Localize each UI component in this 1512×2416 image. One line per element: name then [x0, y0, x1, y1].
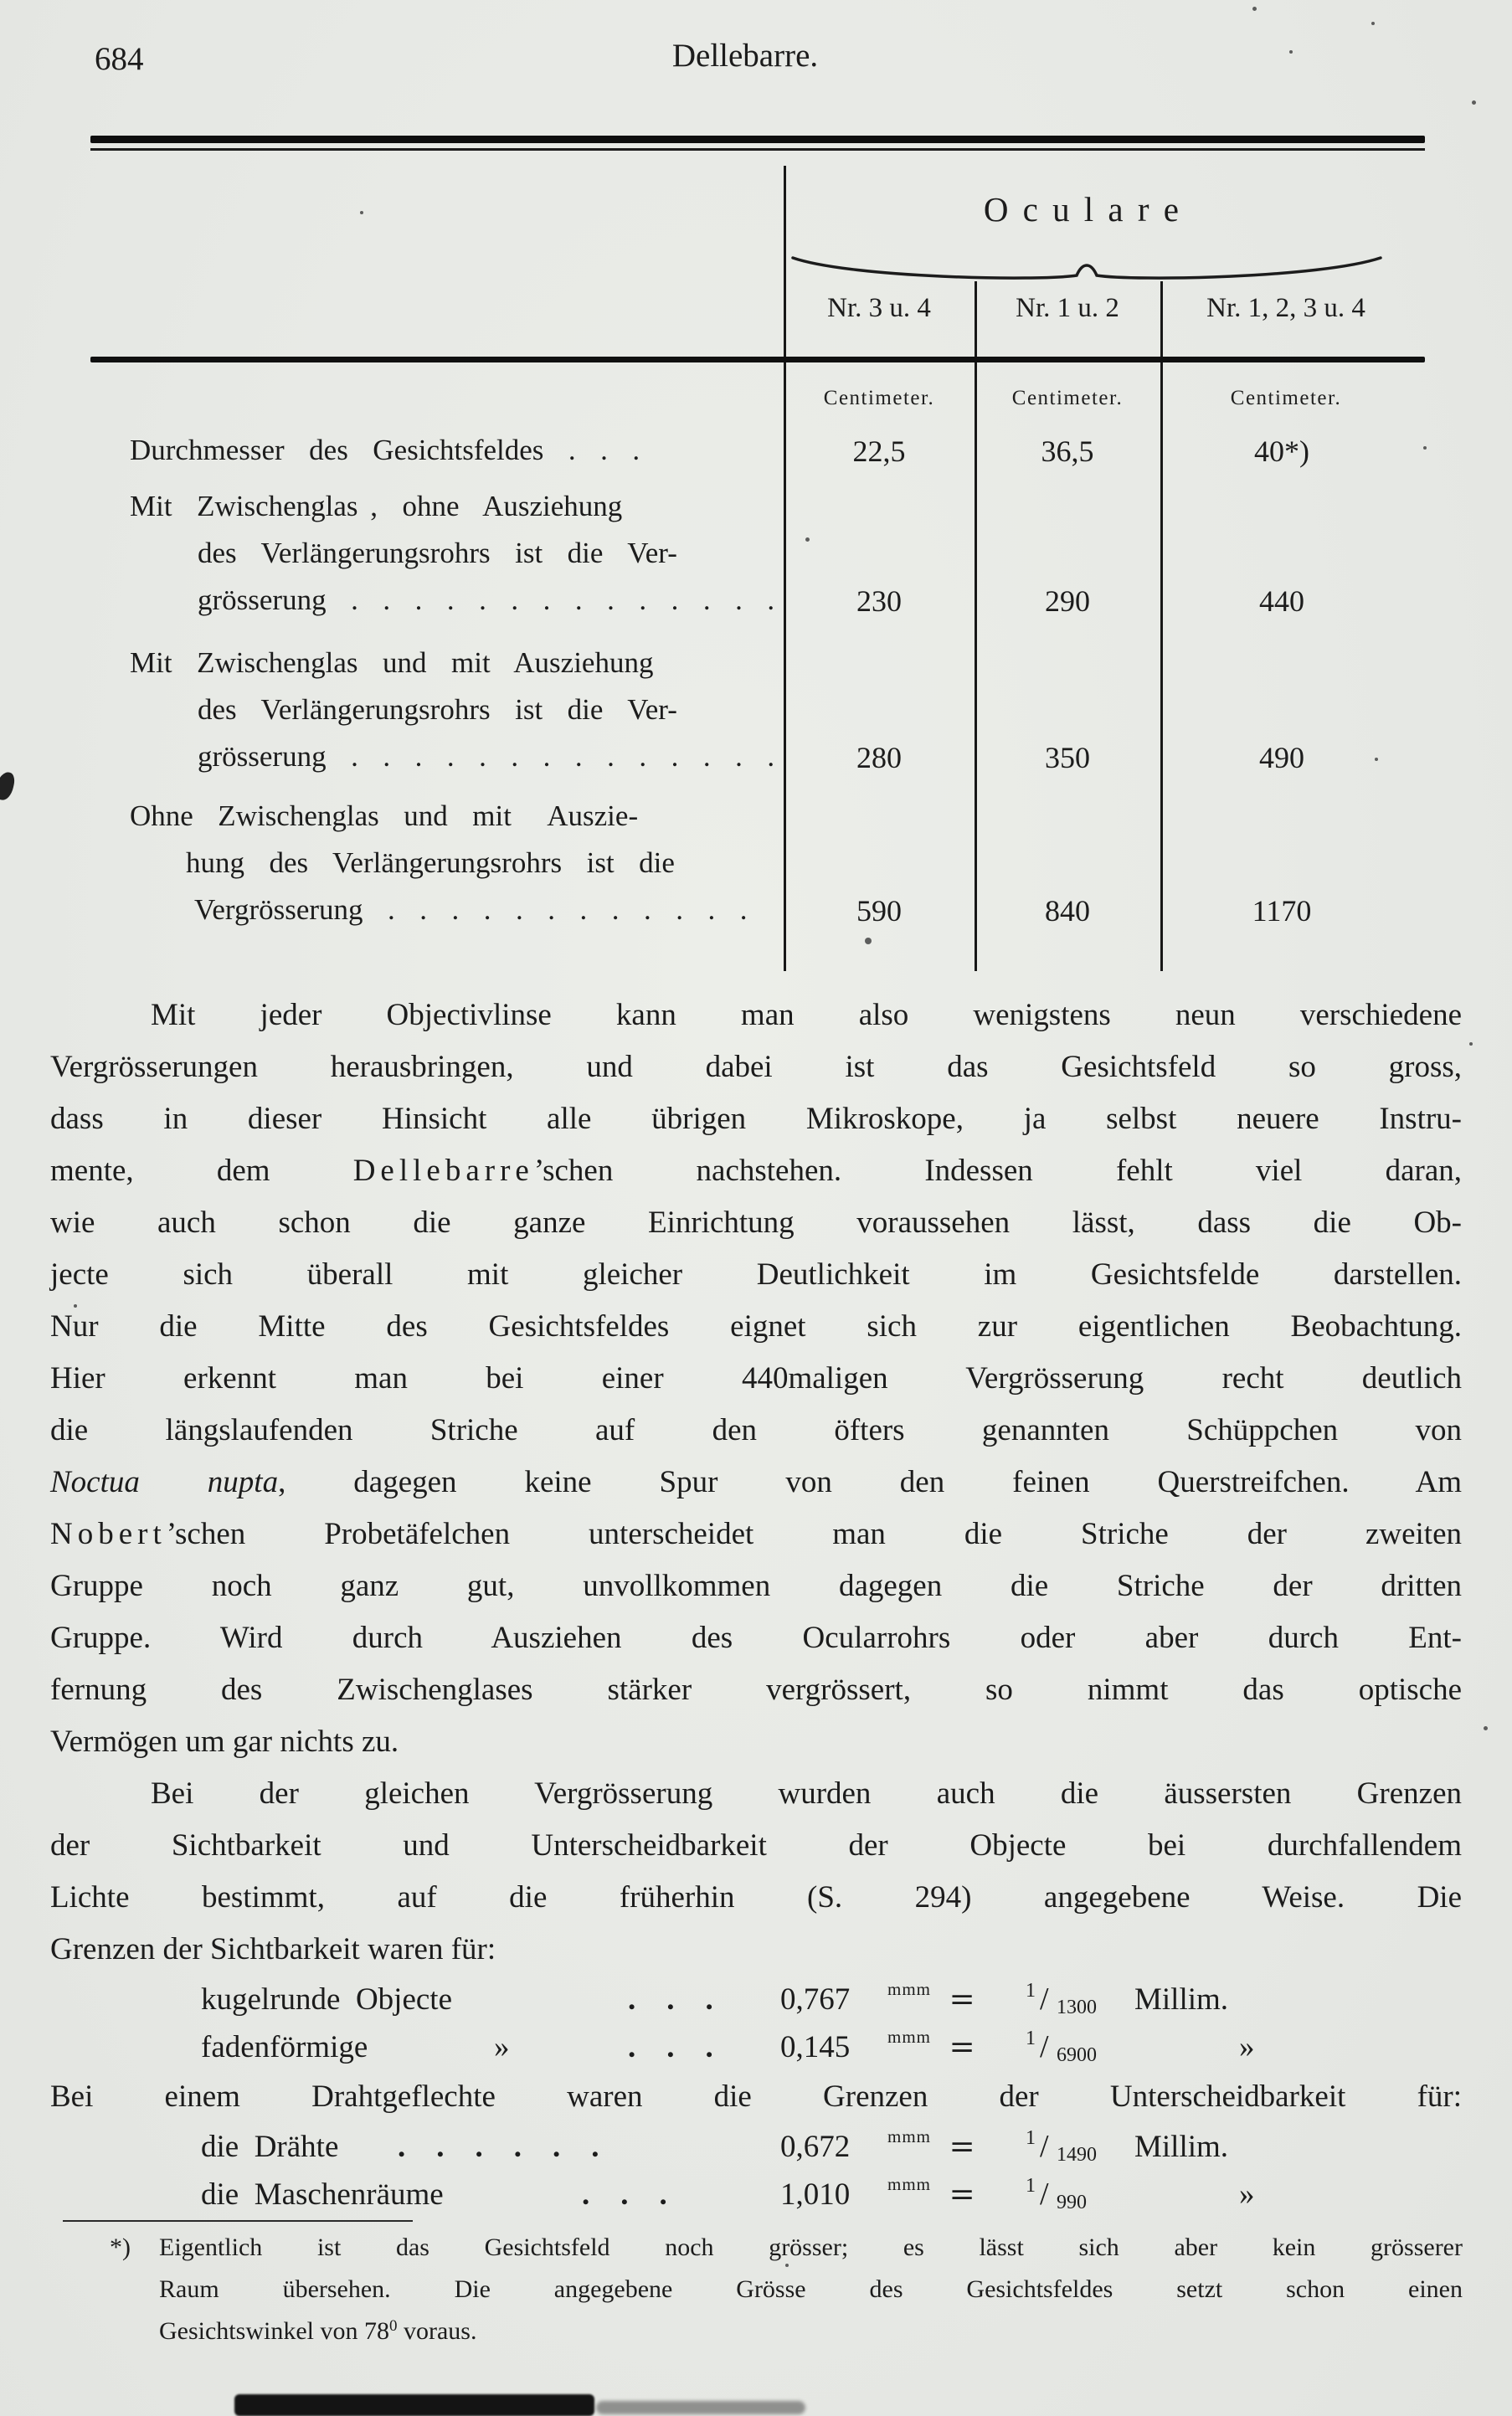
table-row-label: hung des Verlängerungsrohrs ist die [186, 846, 675, 879]
scan-speck [1423, 446, 1427, 450]
body-line: fernung des Zwischenglases stärker vergrössert, so nimmt das optische [50, 1673, 1462, 1707]
fraction-denominator: 990 [1057, 2192, 1087, 2213]
equals-sign: = [950, 2028, 975, 2066]
measure-unit-superscript: mmm [887, 2126, 932, 2146]
page-number: 684 [95, 41, 144, 77]
body-line: jecte sich überall mit gleicher Deutlichkeit im Gesichtsfelde darstellen. [50, 1257, 1462, 1292]
body-line-part: ’schen nachstehen. Indessen fehlt viel daran, [533, 1154, 1462, 1188]
body-line-part: ’schen Probetäfelchen unterscheidet man die Striche der zweiten [166, 1517, 1462, 1551]
dot-leader: . . . . . . [398, 2130, 599, 2164]
footnote-separator [63, 2220, 413, 2222]
table-row-label: Ohne Zwischenglas und mit Auszie- [130, 799, 639, 832]
brace-icon [789, 249, 1385, 286]
body-line: Lichte bestimmt, auf die früherhin (S. 294) angegebene Weise. Die [50, 1880, 1462, 1915]
table-row-label: grösserung . . . . . . . . . . . . . . [198, 583, 775, 616]
body-line: Grenzen der Sichtbarkeit waren für: [50, 1932, 496, 1966]
table-cell: 290 [1045, 584, 1090, 618]
body-line: Bei einem Drahtgeflechte waren die Grenzen der Unterscheidbarkeit für: [50, 2079, 1462, 2114]
body-line: Nur die Mitte des Gesichtsfeldes eignet sich zur eigentlichen Beobachtung. [50, 1309, 1462, 1344]
column-header-2: Nr. 1 u. 2 [1016, 293, 1119, 323]
scan-speck [1472, 100, 1476, 105]
table-cell: 440 [1259, 584, 1304, 618]
footnote-line-part: voraus. [397, 2317, 477, 2345]
scan-speck [360, 211, 363, 214]
ditto-unit-mark: » [1239, 2030, 1255, 2064]
unit-label-1: Centimeter. [823, 387, 935, 409]
equals-sign: = [950, 1981, 975, 2018]
dot-leader: . . . [628, 1982, 713, 2017]
body-line: dass in dieser Hinsicht alle übrigen Mikroskope, ja selbst neuere Instru- [50, 1102, 1462, 1136]
fraction-denominator: 6900 [1057, 2044, 1097, 2066]
scan-speck [1375, 758, 1378, 761]
measurement-line [50, 2023, 1462, 2071]
table-row-label: des Verlängerungsrohrs ist die Ver- [198, 537, 677, 569]
running-header: Dellebarre. [671, 38, 819, 74]
fraction-denominator: 1490 [1057, 2144, 1097, 2166]
dot-leader: . . . [582, 2177, 667, 2212]
table-cell: 490 [1259, 741, 1304, 774]
measure-unit: Millim. [1134, 2130, 1229, 2164]
body-line-part: , dagegen keine Spur von den feinen Querstreifchen. Am [278, 1465, 1462, 1499]
measure-unit-superscript: mmm [887, 2027, 932, 2047]
margin-ink-mark [0, 770, 16, 801]
scan-speck [1469, 1042, 1473, 1046]
footnote-line: Eigentlich ist das Gesichtsfeld noch grösser; es lässt sich aber kein grösserer [159, 2234, 1463, 2261]
table-cell: 840 [1045, 894, 1090, 928]
body-text [50, 990, 1462, 2218]
column-header-1: Nr. 3 u. 4 [827, 293, 931, 323]
table-row-label: grösserung . . . . . . . . . . . . . . [198, 740, 775, 773]
measure-label: die Drähte [201, 2130, 339, 2164]
table-row-label: Durchmesser des Gesichtsfeldes . . . [130, 434, 640, 466]
equals-sign: = [950, 2176, 975, 2213]
footnote-line: Raum übersehen. Die angegebene Grösse des Gesichtsfeldes setzt schon einen [159, 2275, 1463, 2303]
scan-speck [1371, 22, 1375, 25]
header-rule-thin [90, 148, 1425, 151]
table-divider-right [1160, 281, 1163, 971]
measure-value: 0,767 [780, 1982, 851, 2017]
fraction-slash: / [1040, 2029, 1049, 2064]
fraction-numerator: 1 [1026, 2175, 1036, 2197]
footnote-line-part: Gesichtswinkel von 78 [159, 2317, 389, 2345]
fraction-numerator: 1 [1026, 2028, 1036, 2049]
table-row-label: Vergrösserung . . . . . . . . . . . . [194, 893, 748, 926]
measure-value: 1,010 [780, 2177, 851, 2212]
body-line: der Sichtbarkeit und Unterscheidbarkeit der Objecte bei durchfallendem [50, 1828, 1462, 1863]
scan-speck [1484, 1726, 1488, 1730]
scan-speck [785, 2264, 789, 2267]
body-line: Hier erkennt man bei einer 440maligen Vergrösserung recht deutlich [50, 1361, 1462, 1396]
ditto-unit-mark: » [1239, 2177, 1255, 2212]
bottom-cutoff-smudge [234, 2394, 594, 2416]
body-line: wie auch schon die ganze Einrichtung voraussehen lässt, dass die Ob- [50, 1205, 1462, 1240]
fraction-slash: / [1040, 1982, 1049, 2017]
body-line [50, 1457, 1462, 1509]
body-line: die längslaufenden Striche auf den öfters genannten Schüppchen von [50, 1413, 1462, 1447]
degree-superscript: 0 [388, 2317, 398, 2335]
table-cell: 1170 [1252, 894, 1312, 928]
table-cell: 280 [856, 741, 902, 774]
table-cell: 36,5 [1041, 434, 1094, 468]
table-divider-mid [975, 281, 977, 971]
fraction-slash: / [1040, 2129, 1049, 2164]
unit-label-2: Centimeter. [1011, 387, 1124, 409]
measure-unit-superscript: mmm [887, 2174, 932, 2194]
species-name-italic: Noctua nupta [50, 1465, 279, 1499]
table-cell: 22,5 [852, 434, 906, 468]
bottom-cutoff-smudge-light [596, 2401, 805, 2414]
body-line: Bei der gleichen Vergrösserung wurden auch die äussersten Grenzen [151, 1776, 1462, 1811]
table-group-header: Oculare [983, 190, 1194, 229]
scan-speck [74, 1304, 77, 1308]
fraction-numerator: 1 [1026, 2127, 1036, 2149]
body-line [50, 1509, 1462, 1560]
table-cell: 40*) [1254, 434, 1309, 468]
body-line: Mit jeder Objectivlinse kann man also wenigstens neun verschiedene [151, 998, 1462, 1032]
measurement-line [50, 2171, 1462, 2218]
table-header-rule [90, 357, 1425, 362]
body-line: Vergrösserungen herausbringen, und dabei ist das Gesichtsfeld so gross, [50, 1050, 1462, 1084]
body-line [50, 1145, 1462, 1197]
dot-leader: . . . [628, 2030, 713, 2064]
measurement-line [50, 2123, 1462, 2171]
author-name-spaced: Nobert [50, 1517, 167, 1551]
fraction-numerator: 1 [1026, 1980, 1036, 2002]
body-line-part: mente, dem [50, 1154, 353, 1188]
measure-label: die Maschenräume [201, 2177, 444, 2212]
body-line: Gruppe noch ganz gut, unvollkommen dagegen die Striche der dritten [50, 1569, 1462, 1603]
footnote-line [159, 2317, 476, 2346]
measure-label: kugelrunde Objecte [201, 1982, 452, 2017]
author-name-spaced: Dellebarre [352, 1154, 534, 1188]
measure-unit-superscript: mmm [887, 1979, 932, 1999]
fraction-denominator: 1300 [1057, 1997, 1097, 2018]
table-row-label: Mit Zwischenglas und mit Ausziehung [130, 646, 654, 679]
measurement-line [50, 1976, 1462, 2023]
scan-speck [805, 537, 810, 542]
unit-label-3: Centimeter. [1230, 387, 1342, 409]
scan-speck [1289, 50, 1293, 54]
body-line: Vermögen um gar nichts zu. [50, 1725, 399, 1759]
table-cell: 590 [856, 894, 902, 928]
table-row-label: Mit Zwischenglas , ohne Ausziehung [130, 490, 623, 522]
body-line: Gruppe. Wird durch Ausziehen des Ocularrohrs oder aber durch Ent- [50, 1621, 1462, 1655]
equals-sign: = [950, 2128, 975, 2166]
measure-value: 0,145 [780, 2030, 851, 2064]
measure-value: 0,672 [780, 2130, 851, 2164]
table-cell: 350 [1045, 741, 1090, 774]
footnote-marker: *) [110, 2234, 131, 2261]
ditto-mark: » [494, 2030, 510, 2064]
table-divider-left [784, 166, 786, 971]
fraction-slash: / [1040, 2177, 1049, 2212]
column-header-3: Nr. 1, 2, 3 u. 4 [1206, 293, 1365, 323]
table-cell: 230 [856, 584, 902, 618]
stray-period-mark [865, 938, 872, 944]
header-rule-thick [90, 136, 1425, 143]
measure-label: fadenförmige [201, 2030, 368, 2064]
scan-speck [1252, 7, 1257, 11]
table-row-label: des Verlängerungsrohrs ist die Ver- [198, 693, 677, 726]
measure-unit: Millim. [1134, 1982, 1229, 2017]
